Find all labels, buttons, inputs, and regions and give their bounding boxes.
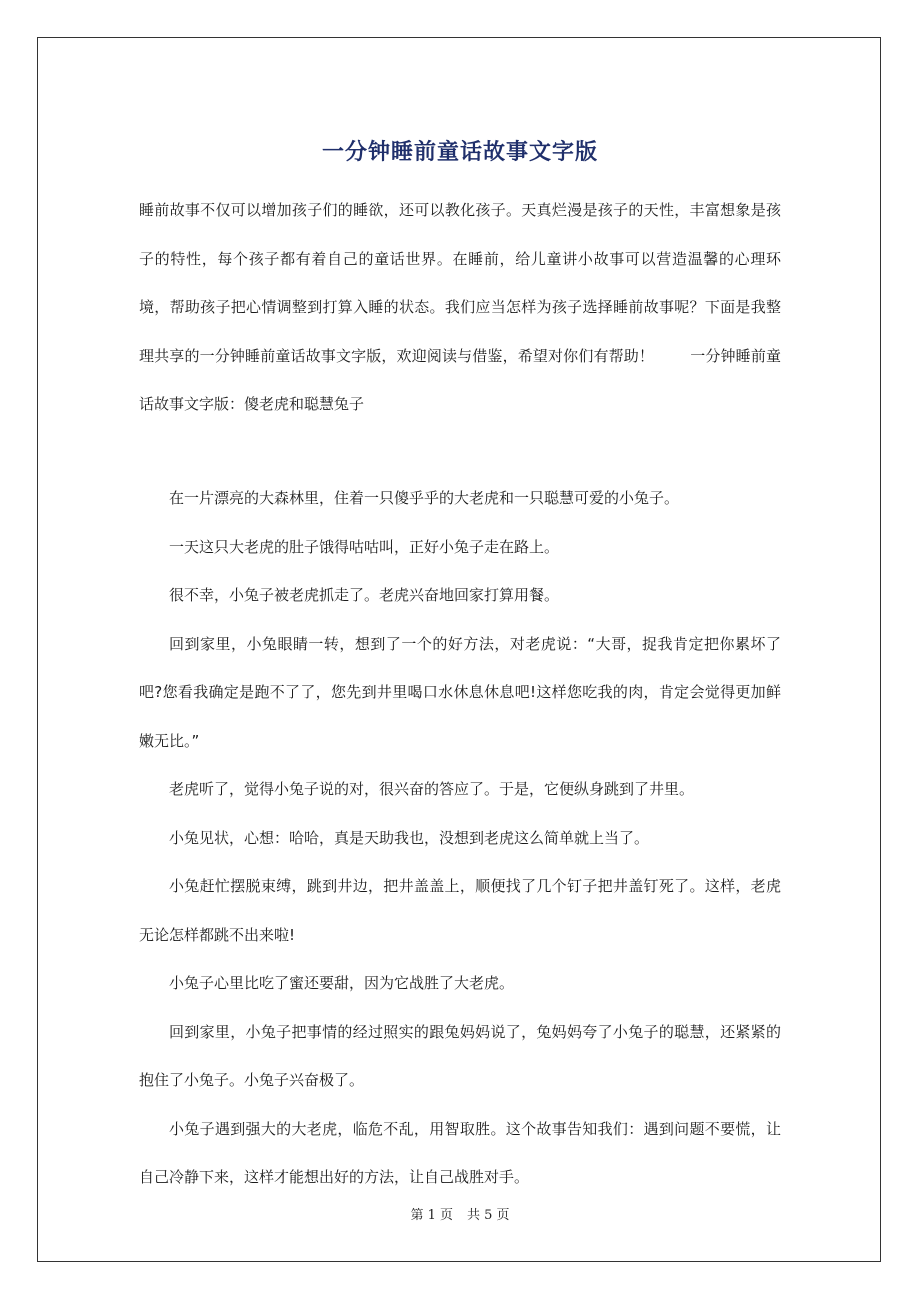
- intro-text: 睡前故事不仅可以增加孩子们的睡欲，还可以教化孩子。天真烂漫是孩子的天性，丰富想象是孩子的特性，每个孩子都有着自己的童话世界。在睡前，给儿童讲小故事可以营造温馨的心理环境，帮助孩子把心情调整到打算入睡的状态。我们应当怎样为孩子选择睡前故事呢？下面是我整理共享的一分钟睡前童话故事文字版，欢迎阅读与借鉴，希望对你们有帮助！: [139, 201, 781, 365]
- story-paragraph: 很不幸，小兔子被老虎抓走了。老虎兴奋地回家打算用餐。: [169, 586, 560, 604]
- story-paragraph: 小兔子遇到强大的大老虎，临危不乱，用智取胜。这个故事告知我们：遇到问题不要慌，让自己冷静下来，这样才能想出好的方法，让自己战胜对手。: [139, 1119, 781, 1186]
- story-paragraph: 小兔赶忙摆脱束缚，跳到井边，把井盖盖上，顺便找了几个钉子把井盖钉死了。这样，老虎无论怎样都跳不出来啦!: [139, 877, 781, 944]
- story-paragraph: 回到家里，小兔子把事情的经过照实的跟兔妈妈说了，兔妈妈夸了小兔子的聪慧，还紧紧的抱住了小兔子。小兔子兴奋极了。: [139, 1022, 781, 1089]
- story-heading: 一分钟睡前童话故事文字版：傻老虎和聪慧兔子: [139, 346, 781, 413]
- page-number-total: 共 5 页: [467, 1208, 510, 1223]
- intro-paragraph: [139, 186, 781, 429]
- story-paragraph: 老虎听了，觉得小兔子说的对，很兴奋的答应了。于是，它便纵身跳到了井里。: [169, 780, 695, 798]
- document-title: 一分钟睡前童话故事文字版: [321, 139, 598, 165]
- page-number-current: 第 1 页: [410, 1208, 453, 1223]
- story-paragraph: 一天这只大老虎的肚子饿得咕咕叫，正好小兔子走在路上。: [169, 537, 560, 556]
- story-paragraph: 小兔子心里比吃了蜜还要甜，因为它战胜了大老虎。: [169, 974, 515, 992]
- story-body: [139, 474, 781, 1202]
- story-paragraph: 回到家里，小兔眼睛一转，想到了一个的好方法，对老虎说：“大哥，捉我肯定把你累坏了吧?您看我确定是跑不了了，您先到井里喝口水休息休息吧!这样您吃我的肉，肯定会觉得更加鲜嫩无比。”: [139, 634, 781, 750]
- story-paragraph: 在一片漂亮的大森林里，住着一只傻乎乎的大老虎和一只聪慧可爱的小兔子。: [169, 489, 680, 507]
- story-paragraph: 小兔见状，心想：哈哈，真是天助我也，没想到老虎这么简单就上当了。: [169, 828, 650, 847]
- page-footer: [0, 1206, 920, 1226]
